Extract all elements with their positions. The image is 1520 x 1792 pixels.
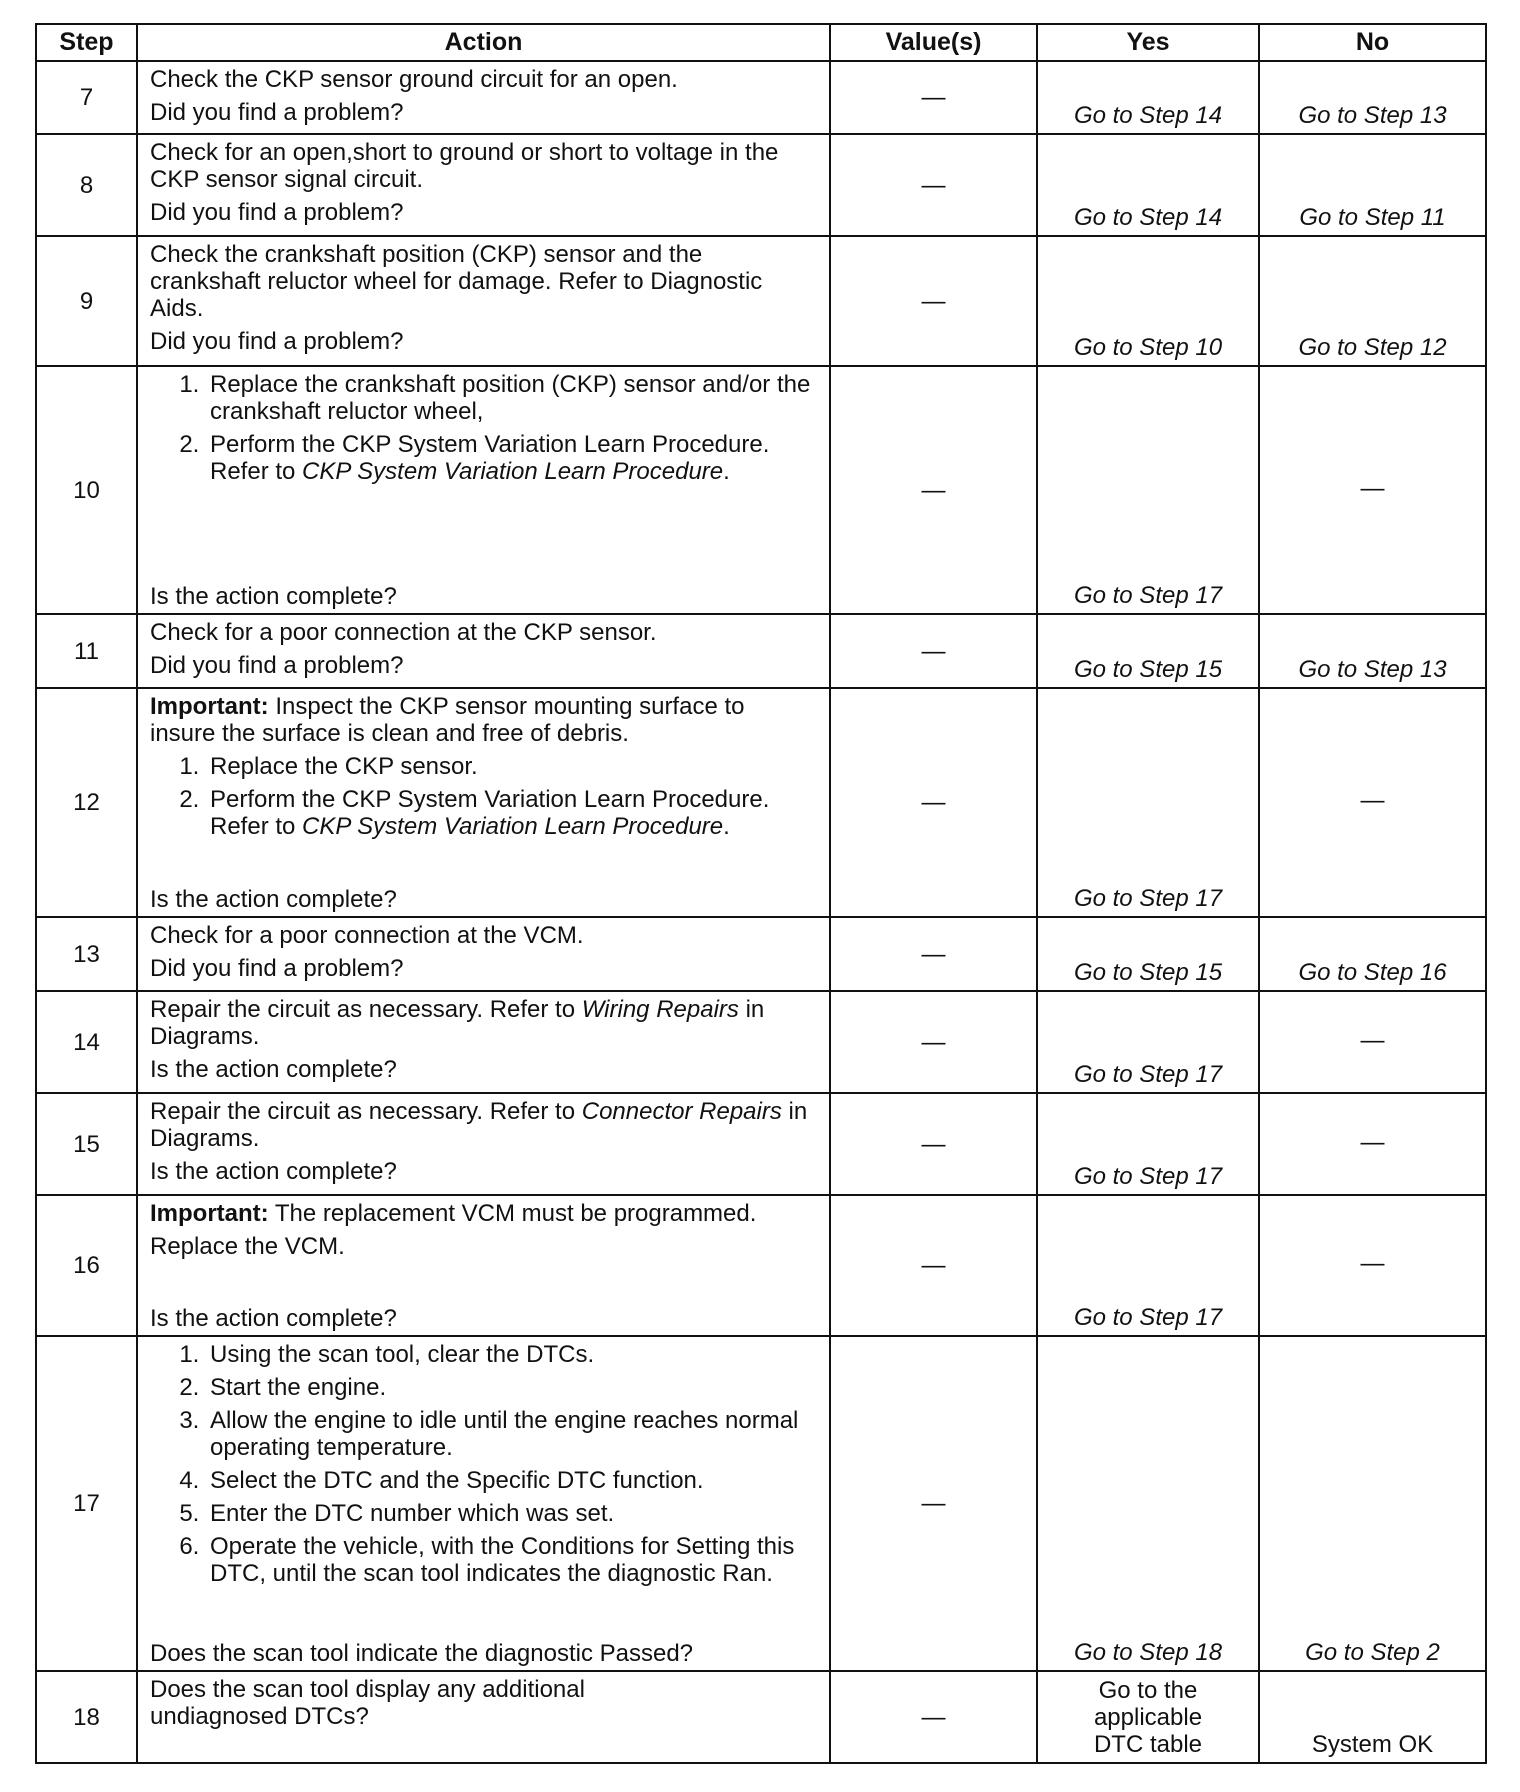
table-row (36, 1336, 1486, 1671)
action-cell (137, 134, 830, 236)
step-number: 16 (36, 1195, 137, 1336)
action-question: Is the action complete? (150, 583, 397, 610)
yes-cell: Go to Step 17 (1037, 1195, 1259, 1336)
action-text (150, 996, 815, 1050)
procedure-reference: Connector Repairs (581, 1098, 782, 1125)
table-row (36, 1195, 1486, 1336)
list-item: 4. Select the DTC and the Specific DTC function. (206, 1467, 815, 1494)
procedure-reference: CKP System Variation Learn Procedure (302, 458, 724, 485)
action-cell (137, 688, 830, 917)
no-cell: Go to Step 11 (1259, 134, 1486, 236)
step-number: 9 (36, 236, 137, 366)
action-question: Is the action complete? (150, 1305, 397, 1332)
value-cell: — (830, 366, 1037, 614)
action-question: Did you find a problem? (150, 99, 404, 126)
step-number: 18 (36, 1671, 137, 1763)
action-question: Is the action complete? (150, 1158, 397, 1185)
action-cell (137, 1671, 830, 1763)
yes-cell: Go to Step 14 (1037, 61, 1259, 134)
action-question: Is the action complete? (150, 1056, 397, 1083)
important-text: The replacement VCM must be programmed. (274, 1200, 757, 1227)
step-number: 10 (36, 366, 137, 614)
action-question: Did you find a problem? (150, 199, 404, 226)
header-step: Step (36, 24, 137, 61)
important-text: Inspect the CKP sensor mounting surface to insure the surface is clean and free of debris. (150, 693, 745, 747)
important-label: Important: (150, 1200, 269, 1227)
step-number: 14 (36, 991, 137, 1093)
step-number: 7 (36, 61, 137, 134)
list-item: 1. Using the scan tool, clear the DTCs. (206, 1341, 815, 1368)
action-text-post: in Diagrams. (150, 996, 765, 1050)
no-cell: — (1259, 1093, 1486, 1195)
no-cell: — (1259, 1195, 1486, 1336)
header-action: Action (137, 24, 830, 61)
step-number: 17 (36, 1336, 137, 1671)
yes-cell: Go to Step 17 (1037, 1093, 1259, 1195)
list-item: 2. Perform the CKP System Variation Learn Procedure. Refer to CKP System Variation Learn Procedure. (206, 431, 815, 485)
action-question: Does the scan tool display any additional undiagnosed DTCs? (150, 1676, 585, 1730)
list-item-text: Perform the CKP System Variation Learn Procedure. Refer to (210, 431, 770, 485)
action-text-post: in Diagrams. (150, 1098, 808, 1152)
value-cell: — (830, 61, 1037, 134)
action-steps (150, 371, 815, 485)
value-cell: — (830, 134, 1037, 236)
procedure-reference: CKP System Variation Learn Procedure (302, 813, 724, 840)
yes-cell: Go to Step 14 (1037, 134, 1259, 236)
value-cell: — (830, 917, 1037, 991)
yes-cell: Go to Step 17 (1037, 688, 1259, 917)
action-text: Check the CKP sensor ground circuit for an open. (150, 66, 678, 93)
step-number: 13 (36, 917, 137, 991)
table-row (36, 366, 1486, 614)
value-cell: — (830, 1671, 1037, 1763)
action-steps (150, 1341, 815, 1587)
action-text: Check for a poor connection at the VCM. (150, 922, 584, 949)
list-item: 1. Replace the CKP sensor. (206, 753, 815, 780)
value-cell: — (830, 688, 1037, 917)
action-question: Does the scan tool indicate the diagnostic Passed? (150, 1640, 694, 1667)
value-cell: — (830, 236, 1037, 366)
important-label: Important: (150, 693, 269, 720)
action-cell (137, 1093, 830, 1195)
action-text-pre: Repair the circuit as necessary. Refer to (150, 996, 576, 1023)
value-cell: — (830, 991, 1037, 1093)
list-item: 2. Perform the CKP System Variation Learn Procedure. Refer to CKP System Variation Learn Procedure. (206, 786, 815, 840)
header-values: Value(s) (830, 24, 1037, 61)
table-row (36, 61, 1486, 134)
header-yes: Yes (1037, 24, 1259, 61)
table-row (36, 236, 1486, 366)
action-text: Check the crankshaft position (CKP) sensor and the crankshaft reluctor wheel for damage. Refer to Diagnostic Aids. (150, 241, 763, 322)
action-text (150, 1098, 815, 1152)
yes-cell: Go to Step 15 (1037, 917, 1259, 991)
action-question: Did you find a problem? (150, 652, 404, 679)
table-row (36, 134, 1486, 236)
action-question: Did you find a problem? (150, 328, 404, 355)
no-cell: Go to Step 13 (1259, 61, 1486, 134)
action-cell (137, 1336, 830, 1671)
step-number: 11 (36, 614, 137, 688)
yes-cell: Go to Step 10 (1037, 236, 1259, 366)
yes-cell: Go to Step 15 (1037, 614, 1259, 688)
action-cell (137, 61, 830, 134)
list-item: 6. Operate the vehicle, with the Conditions for Setting this DTC, until the scan tool indicates the diagnostic Ran. (206, 1533, 815, 1587)
important-note (150, 693, 815, 747)
step-number: 15 (36, 1093, 137, 1195)
list-item: 2. Start the engine. (206, 1374, 815, 1401)
value-cell: — (830, 1336, 1037, 1671)
yes-cell: Go to Step 17 (1037, 991, 1259, 1093)
no-cell: Go to Step 2 (1259, 1336, 1486, 1671)
value-cell: — (830, 1093, 1037, 1195)
table-row (36, 991, 1486, 1093)
header-no: No (1259, 24, 1486, 61)
action-question: Did you find a problem? (150, 955, 404, 982)
action-cell (137, 917, 830, 991)
header-row (36, 24, 1486, 61)
list-item: 5. Enter the DTC number which was set. (206, 1500, 815, 1527)
yes-cell: Go to Step 18 (1037, 1336, 1259, 1671)
value-cell: — (830, 1195, 1037, 1336)
table-row (36, 688, 1486, 917)
action-question: Is the action complete? (150, 886, 397, 913)
yes-cell: Go to the applicable DTC table (1037, 1671, 1259, 1763)
action-text: Replace the VCM. (150, 1233, 345, 1260)
list-item: 1. Replace the crankshaft position (CKP) sensor and/or the crankshaft reluctor wheel, (206, 371, 815, 425)
action-cell (137, 614, 830, 688)
action-steps (150, 753, 815, 840)
action-cell (137, 366, 830, 614)
step-number: 12 (36, 688, 137, 917)
no-cell: Go to Step 12 (1259, 236, 1486, 366)
no-cell: Go to Step 16 (1259, 917, 1486, 991)
important-note (150, 1200, 815, 1227)
list-item: 3. Allow the engine to idle until the engine reaches normal operating temperature. (206, 1407, 815, 1461)
action-text: Check for a poor connection at the CKP sensor. (150, 619, 657, 646)
table-row (36, 1093, 1486, 1195)
no-cell: — (1259, 366, 1486, 614)
table-row (36, 1671, 1486, 1763)
yes-cell: Go to Step 17 (1037, 366, 1259, 614)
diagnostic-table (35, 23, 1487, 1764)
step-number: 8 (36, 134, 137, 236)
action-text: Check for an open,short to ground or short to voltage in the CKP sensor signal circuit. (150, 139, 779, 193)
table-row (36, 614, 1486, 688)
list-item-text: Perform the CKP System Variation Learn Procedure. Refer to (210, 786, 770, 840)
action-cell (137, 236, 830, 366)
no-cell: — (1259, 991, 1486, 1093)
action-cell (137, 1195, 830, 1336)
action-text-pre: Repair the circuit as necessary. Refer to (150, 1098, 576, 1125)
action-cell (137, 991, 830, 1093)
no-cell: System OK (1259, 1671, 1486, 1763)
value-cell: — (830, 614, 1037, 688)
no-cell: — (1259, 688, 1486, 917)
procedure-reference: Wiring Repairs (581, 996, 739, 1023)
no-cell: Go to Step 13 (1259, 614, 1486, 688)
table-row (36, 917, 1486, 991)
